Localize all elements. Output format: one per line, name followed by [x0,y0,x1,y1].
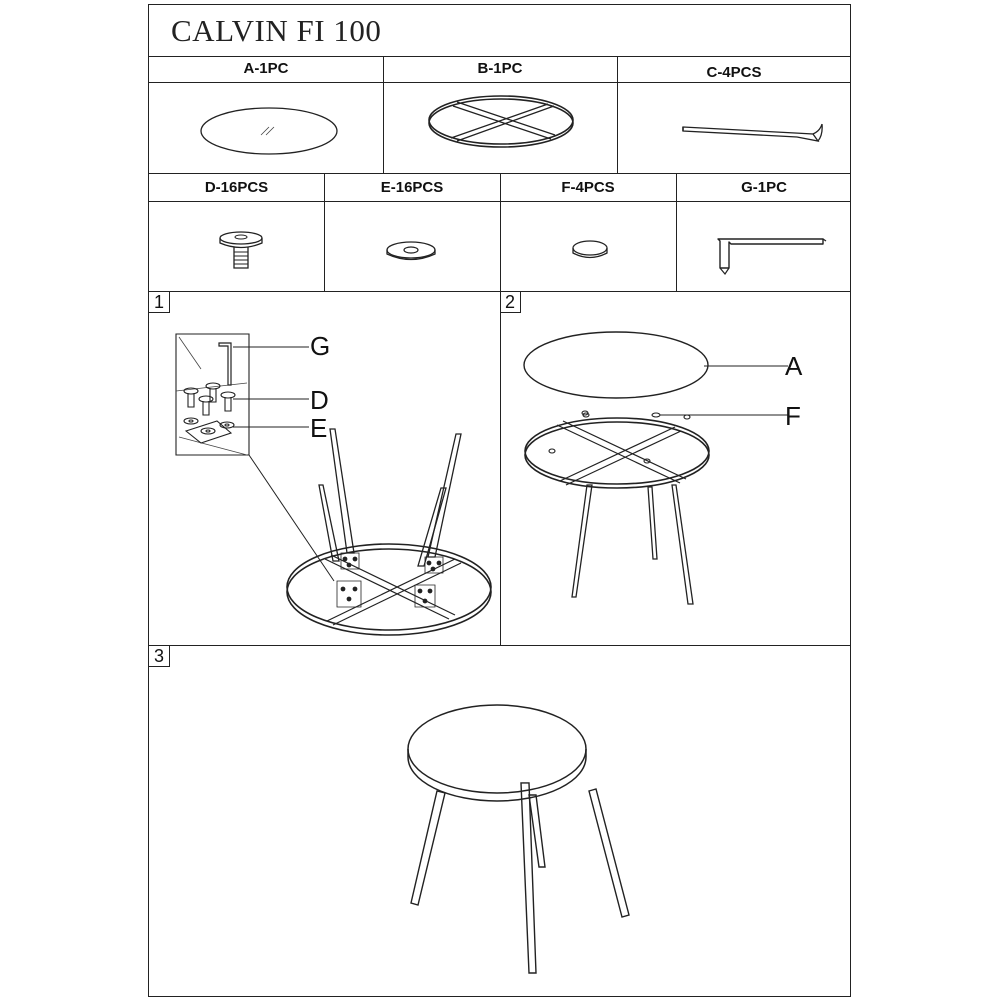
step-2-illustration [500,291,851,645]
part-g-header: G-1PC [741,179,787,196]
callout-e: E [310,413,328,443]
step-1-number: 1 [149,291,170,313]
callout-a: A [785,351,803,381]
page-title: CALVIN FI 100 [171,13,382,48]
step-3-illustration [149,645,852,998]
callout-d: D [310,385,329,415]
round-frame-icon [383,83,617,173]
leg-icon [617,83,851,173]
washer-icon [324,202,500,291]
part-a-header: A-1PC [243,60,289,77]
instruction-sheet [148,4,851,997]
part-f-header: F-4PCS [561,179,615,196]
part-c-header: C-4PCS [706,64,762,81]
pad-icon [500,202,676,291]
part-e-header: E-16PCS [380,179,444,196]
callout-g: G [310,331,331,361]
step-2-number: 2 [500,291,521,313]
step-3-number: 3 [149,645,170,667]
allen-key-icon [676,202,852,291]
bolt-icon [149,202,324,291]
glass-top-icon [149,83,383,173]
part-d-header: D-16PCS [204,179,269,196]
divider [149,56,850,57]
callout-f: F [785,401,801,431]
part-b-header: B-1PC [477,60,523,77]
